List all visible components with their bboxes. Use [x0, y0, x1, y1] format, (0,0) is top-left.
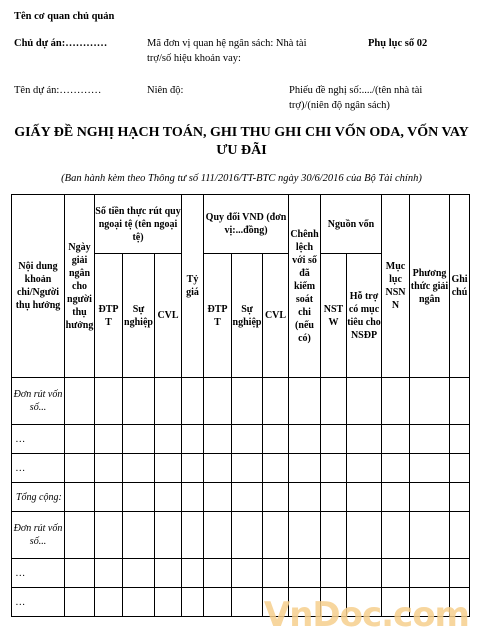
- table-cell: [155, 512, 182, 559]
- table-cell: [321, 512, 347, 559]
- table-cell: [232, 512, 263, 559]
- table-cell: [382, 483, 410, 512]
- table-cell: [410, 559, 450, 588]
- header-funding-source: Nguồn vốn: [321, 195, 382, 254]
- table-cell: [204, 512, 232, 559]
- table-cell: [95, 512, 123, 559]
- agency-name: Tên cơ quan chủ quản: [14, 11, 115, 22]
- table-cell: [450, 425, 470, 454]
- document-title: GIẤY ĐỀ NGHỊ HẠCH TOÁN, GHI THU GHI CHI VỐN ODA, VỐN VAY ƯU ĐÃI: [14, 125, 469, 158]
- table-cell: [232, 378, 263, 425]
- table-cell: [232, 559, 263, 588]
- table-cell: [382, 454, 410, 483]
- table-cell: [95, 559, 123, 588]
- table-cell: [450, 512, 470, 559]
- table-cell: [321, 378, 347, 425]
- table-cell: [263, 512, 289, 559]
- header-vnd-su-nghiep: Sự nghiệp: [232, 254, 263, 378]
- table-cell: [289, 425, 321, 454]
- table-cell: [123, 559, 155, 588]
- header-budget-item: Mục lục NSN N: [382, 195, 410, 378]
- table-cell: [289, 483, 321, 512]
- table-cell: [65, 559, 95, 588]
- header-content: Nội dung khoản chi/Người thụ hưởng: [12, 195, 65, 378]
- table-cell: [321, 425, 347, 454]
- table-cell: [123, 483, 155, 512]
- table-cell: [289, 559, 321, 588]
- table-cell: [65, 378, 95, 425]
- header-exchange-rate: Tỷ giá: [182, 195, 204, 378]
- table-cell: [232, 454, 263, 483]
- table-cell: [289, 378, 321, 425]
- table-cell: [410, 454, 450, 483]
- table-cell: [321, 559, 347, 588]
- header-disbursement-method: Phương thức giải ngân: [410, 195, 450, 378]
- table-cell: [123, 512, 155, 559]
- header-foreign-amount: Số tiền thực rút quy ngoại tệ (tên ngoại tệ): [95, 195, 182, 254]
- table-cell: [123, 454, 155, 483]
- table-cell: [204, 454, 232, 483]
- table-cell: [263, 425, 289, 454]
- table-cell: [347, 378, 382, 425]
- row-label: …: [12, 588, 65, 617]
- header-foreign-cvl: CVL: [155, 254, 182, 378]
- table-cell: [95, 588, 123, 617]
- table-cell: [182, 559, 204, 588]
- table-cell: [204, 483, 232, 512]
- row-label: Tổng cộng:: [12, 483, 65, 512]
- header-foreign-dtpt: ĐTP T: [95, 254, 123, 378]
- header-vnd-cvl: CVL: [263, 254, 289, 378]
- table-cell: [65, 512, 95, 559]
- table-cell: [347, 512, 382, 559]
- table-cell: [182, 454, 204, 483]
- table-cell: [95, 483, 123, 512]
- row-label: Đơn rút vốn số...: [12, 378, 65, 425]
- table-cell: [95, 425, 123, 454]
- table-cell: [155, 425, 182, 454]
- table-cell: [347, 483, 382, 512]
- header-source-support: Hỗ trợ có mục tiêu cho NSĐP: [347, 254, 382, 378]
- relationship-code: Mã đơn vị quan hệ ngân sách: Nhà tài trợ/số hiệu khoản vay:: [147, 38, 307, 64]
- table-cell: [347, 425, 382, 454]
- table-cell: [263, 559, 289, 588]
- row-label: …: [12, 425, 65, 454]
- table-cell: [289, 512, 321, 559]
- table-cell: [95, 454, 123, 483]
- table-cell: [289, 454, 321, 483]
- header-disbursement-date: Ngày giải ngân cho người thụ hưởng: [65, 195, 95, 378]
- row-label: …: [12, 454, 65, 483]
- table-cell: [263, 454, 289, 483]
- table-cell: [410, 378, 450, 425]
- appendix-number: Phụ lục số 02: [368, 38, 428, 49]
- table-cell: [155, 454, 182, 483]
- watermark-logo: VnDoc.com: [263, 595, 469, 635]
- table-cell: [123, 425, 155, 454]
- table-cell: [204, 378, 232, 425]
- table-cell: [65, 454, 95, 483]
- table-cell: [95, 378, 123, 425]
- table-cell: [204, 559, 232, 588]
- table-cell: [182, 588, 204, 617]
- row-label: Đơn rút vốn số...: [12, 512, 65, 559]
- table-cell: [382, 512, 410, 559]
- header-foreign-su-nghiep: Sự nghiệp: [123, 254, 155, 378]
- header-vnd-dtpt: ĐTP T: [204, 254, 232, 378]
- table-cell: [410, 425, 450, 454]
- table-cell: [347, 559, 382, 588]
- table-cell: [263, 483, 289, 512]
- table-row: [12, 454, 470, 483]
- table-cell: [232, 483, 263, 512]
- table-row: [12, 483, 470, 512]
- header-note: Ghi chú: [450, 195, 470, 378]
- project-name: Tên dự án:…………: [14, 85, 102, 96]
- table-cell: [65, 425, 95, 454]
- table-cell: [65, 483, 95, 512]
- table-cell: [182, 483, 204, 512]
- table-cell: [410, 483, 450, 512]
- table-cell: [123, 378, 155, 425]
- table-cell: [155, 588, 182, 617]
- table-cell: [410, 512, 450, 559]
- table-cell: [65, 588, 95, 617]
- header-vnd-conversion: Quy đổi VND (đơn vị:...đồng): [204, 195, 289, 254]
- table-cell: [321, 483, 347, 512]
- table-cell: [204, 425, 232, 454]
- table-cell: [123, 588, 155, 617]
- table-cell: [263, 378, 289, 425]
- table-row: [12, 559, 470, 588]
- project-owner: Chủ dự án:…………: [14, 38, 108, 49]
- table-cell: [382, 559, 410, 588]
- header-difference: Chênh lệch với số đã kiểm soát chi (nếu có): [289, 195, 321, 378]
- header-source-nstw: NST W: [321, 254, 347, 378]
- table-cell: [450, 483, 470, 512]
- table-cell: [321, 454, 347, 483]
- table-cell: [155, 483, 182, 512]
- request-number: Phiếu đề nghị số:..../(tên nhà tài trợ)/(niên độ ngân sách): [289, 85, 423, 111]
- table-cell: [232, 588, 263, 617]
- table-cell: [450, 559, 470, 588]
- table-cell: [232, 425, 263, 454]
- table-row: [12, 425, 470, 454]
- table-cell: [450, 454, 470, 483]
- table-cell: [182, 378, 204, 425]
- document-subtitle: (Ban hành kèm theo Thông tư số 111/2016/TT-BTC ngày 30/6/2016 của Bộ Tài chính): [61, 173, 422, 184]
- table-cell: [450, 378, 470, 425]
- table-cell: [182, 425, 204, 454]
- table-cell: [382, 378, 410, 425]
- table-cell: [347, 454, 382, 483]
- table-cell: [155, 378, 182, 425]
- table-cell: [382, 425, 410, 454]
- accounting-table: [11, 194, 470, 617]
- fiscal-year: Niên độ:: [147, 85, 184, 96]
- table-cell: [204, 588, 232, 617]
- table-row: [12, 512, 470, 559]
- table-cell: [182, 512, 204, 559]
- table-cell: [155, 559, 182, 588]
- row-label: …: [12, 559, 65, 588]
- table-row: [12, 378, 470, 425]
